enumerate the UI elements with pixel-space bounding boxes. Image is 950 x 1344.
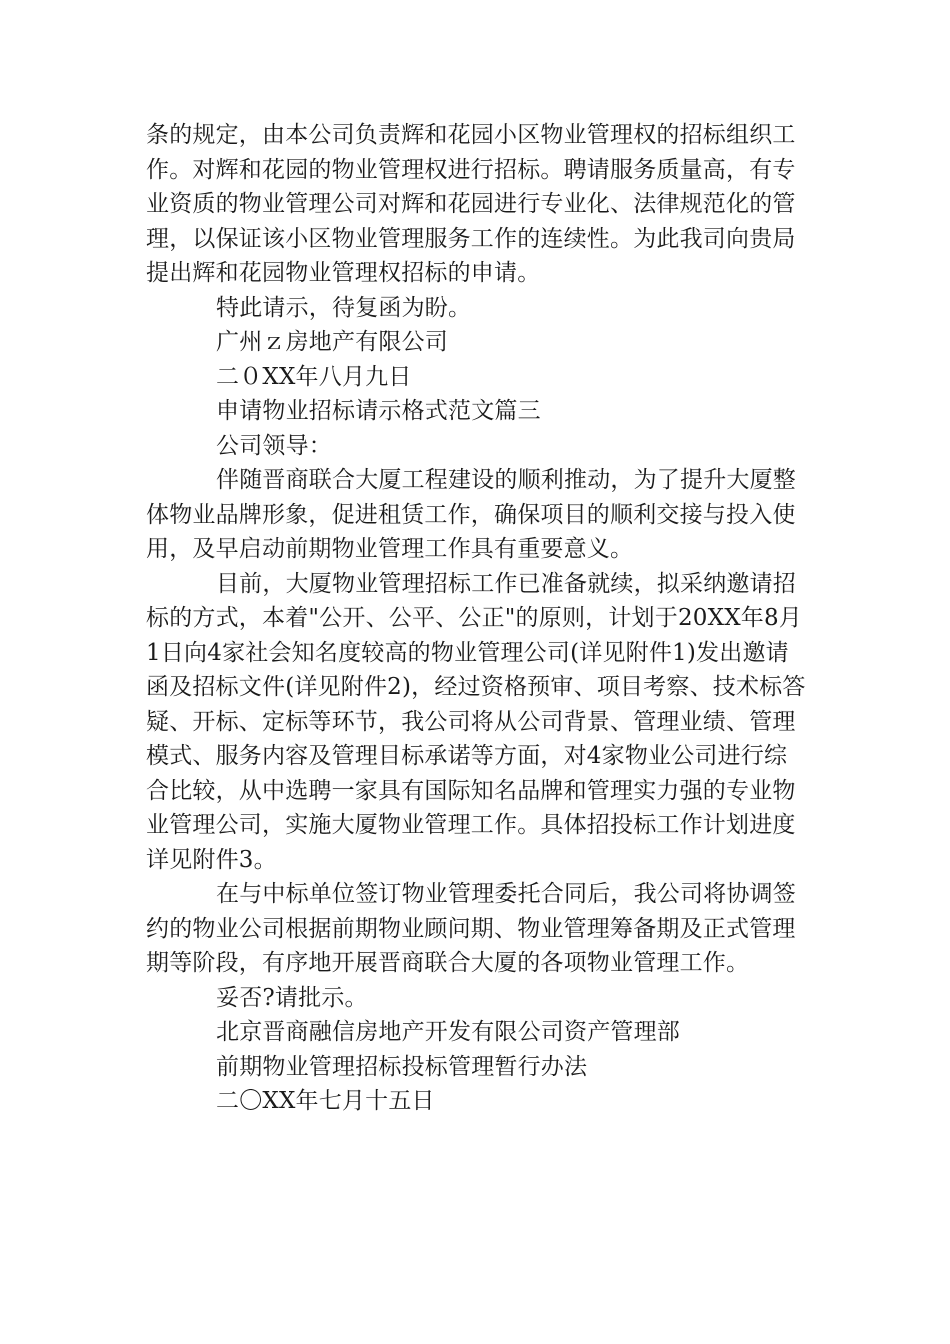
attachment-title: 前期物业管理招标投标管理暂行办法 [216,1053,588,1080]
department-signature: 北京晋商融信房地产开发有限公司资产管理部 [216,1019,680,1045]
company-signature: 广州ｚ房地产有限公司 [216,329,448,355]
body-paragraph-2: 目前，大厦物业管理招标工作已准备就续，拟采纳邀请招标的方式，本着"公开、公平、公正"的原则，计划于20XX年8月1日向4家社会知名度较高的物业管理公司(详见附件1)发出邀请函及招标文件(详见附件2)，经过资格预审、项目考察、技术标答疑、开标、定标等环节，我公司将从公司背景、管理业绩、管理模式、服务内容及管理目标承诺等方面，对4家物业公司进行综合比较，从中选聘一家具有国际知名品牌和管理实力强的专业物业管理公司，实施大厦物业管理工作。具体招投标工作计划进度详见附件3。 [146,570,806,873]
opening-paragraph: 条的规定，由本公司负责辉和花园小区物业管理权的招标组织工作。对辉和花园的物业管理权进行招标。聘请服务质量高，有专业资质的物业管理公司对辉和花园进行专业化、法律规范化的管理，以保证该小区物业管理服务工作的连续性。为此我司向贵局提出辉和花园物业管理权招标的申请。 [146,122,796,286]
section-heading: 申请物业招标请示格式范文篇三 [216,398,541,424]
approval-request: 妥否?请批示。 [216,984,368,1011]
body-paragraph-3: 在与中标单位签订物业管理委托合同后，我公司将协调签约的物业公司根据前期物业顾问期、物业管理筹备期及正式管理期等阶段，有序地开展晋商联合大厦的各项物业管理工作。 [146,881,796,976]
signature-date: 二０XX年八月九日 [216,363,412,390]
document-date: 二〇XX年七月十五日 [216,1088,435,1114]
body-paragraph-1: 伴随晋商联合大厦工程建设的顺利推动，为了提升大厦整体物业品牌形象，促进租赁工作，确保项目的顺利交接与投入使用，及早启动前期物业管理工作具有重要意义。 [146,467,796,562]
salutation: 公司领导： [216,432,332,459]
document-body [146,118,806,1119]
closing-request: 特此请示，待复函为盼。 [216,294,472,321]
